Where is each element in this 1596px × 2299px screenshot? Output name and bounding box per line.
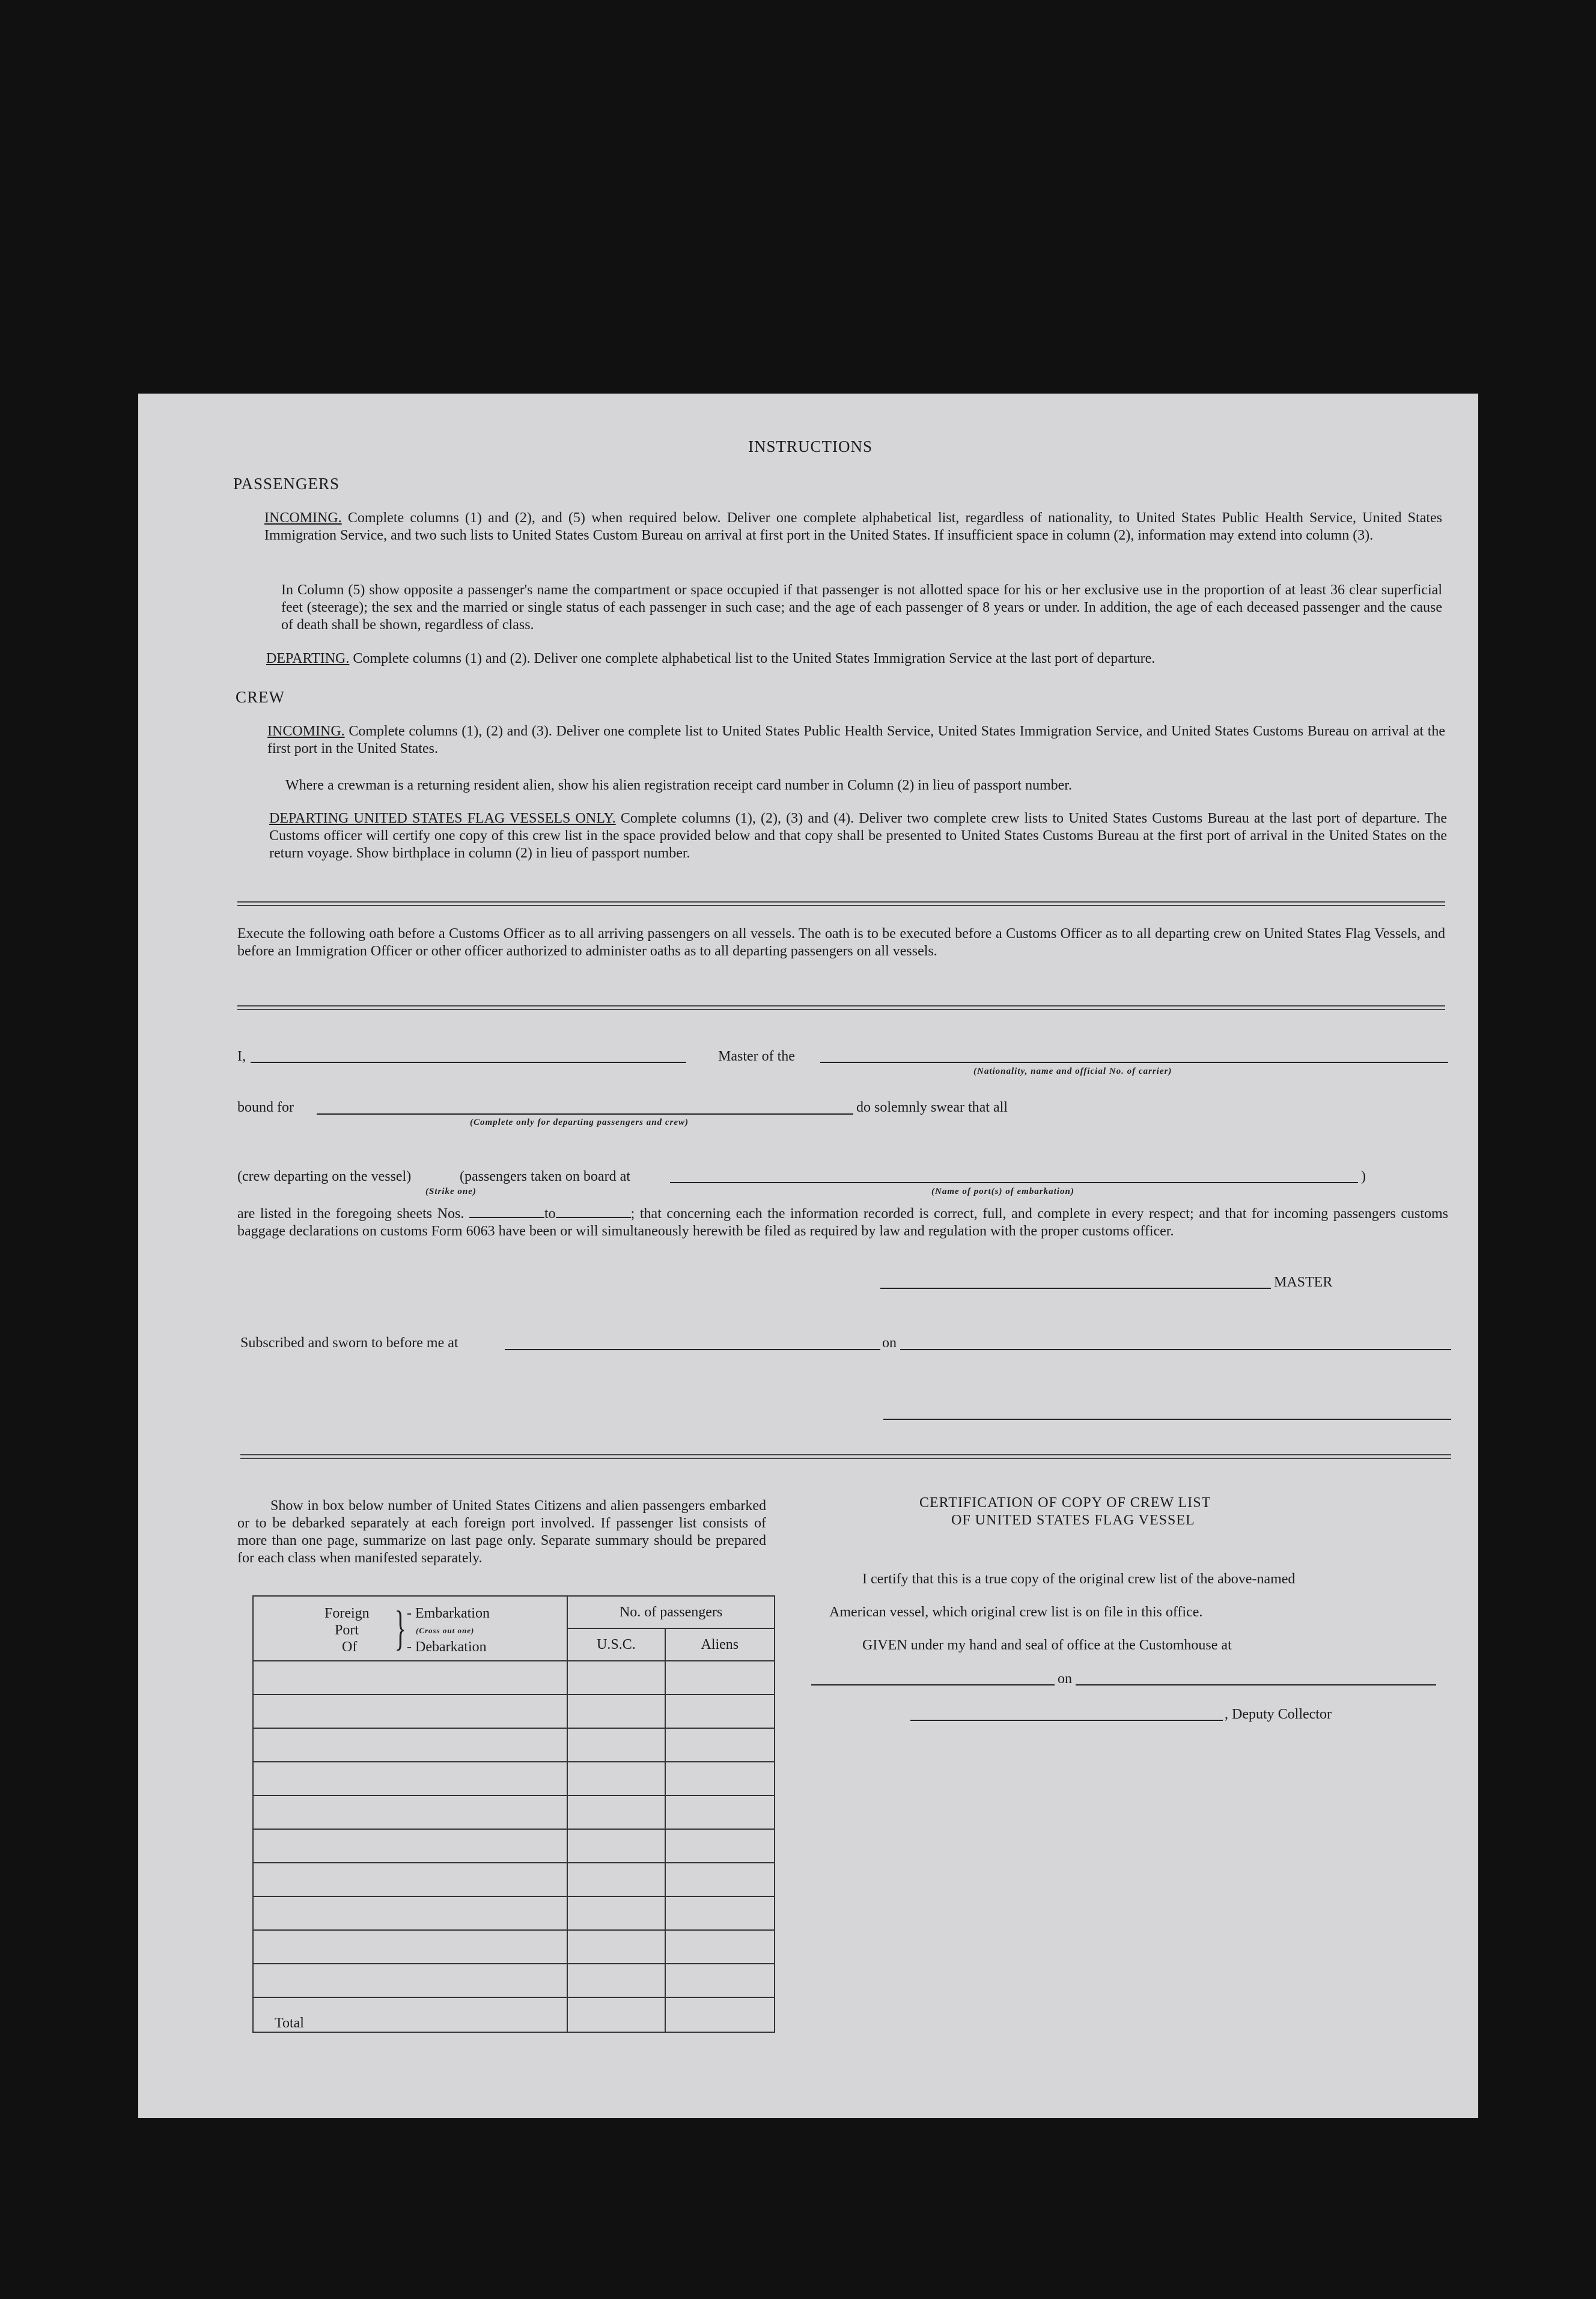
strike-note: (Strike one)	[425, 1187, 477, 1196]
brace-icon: }	[394, 1602, 406, 1655]
divider-3	[240, 1454, 1451, 1459]
certify-text: I certify that this is a true copy of the original crew list of the above-named	[862, 1571, 1296, 1587]
sheet-to-label: to	[544, 1206, 556, 1222]
close-paren: )	[1361, 1169, 1366, 1184]
total-label: Total	[253, 1997, 567, 2032]
table-row[interactable]	[253, 1762, 775, 1795]
total-usc-cell[interactable]	[567, 1997, 665, 2032]
passenger-summary-table	[252, 1595, 775, 2033]
officer-signature-field[interactable]	[883, 1419, 1451, 1420]
listed-prefix: are listed in the foregoing sheets Nos.	[237, 1206, 464, 1222]
summary-header-row	[253, 1596, 775, 1628]
aliens-header: Aliens	[665, 1628, 775, 1661]
port-label: Port	[335, 1622, 359, 1638]
carrier-field[interactable]	[820, 1062, 1448, 1063]
crew-departing-text: Complete columns (1), (2), (3) and (4). Deliver two complete crew lists to United States Customs Bureau at the last port of departure. The Customs officer will certify one copy of this crew list in the space provided below and that copy shall be presented to United States Customs Bureau at the first port of arrival in the United States on the return voyage. Show birthplace in column (2) in lieu of passport number.	[269, 811, 1448, 861]
summary-instructions: Show in box below number of United States Citizens and alien passengers embarked or to be debarked separately at each foreign port involved. If passenger list consists of more than one page, summarize on last page only. Separate summary should be prepared for each class when manifested separately.	[237, 1498, 766, 1566]
passengers-incoming-text: Complete columns (1) and (2), and (5) when required below. Deliver one complete alphabetical list, regardless of nationality, to United States Public Health Service, United States Immigration Service, and two such lists to United States Custom Bureau on arrival at first port in the United States. If insufficient space in column (2), information may extend into column (3).	[264, 510, 1443, 543]
passengers-departing-label: DEPARTING.	[266, 651, 350, 666]
passengers-departing-paragraph	[266, 650, 1444, 668]
sworn-date-field[interactable]	[900, 1349, 1451, 1350]
passengers-incoming-label: INCOMING.	[264, 510, 342, 526]
bound-note: (Complete only for departing passengers and crew)	[470, 1118, 689, 1127]
page-title: INSTRUCTIONS	[748, 437, 873, 455]
master-label: MASTER	[1274, 1274, 1333, 1290]
cross-out-note: (Cross out one)	[416, 1626, 475, 1635]
table-row[interactable]	[253, 1695, 775, 1728]
certification-title-1: CERTIFICATION OF COPY OF CREW LIST	[919, 1495, 1211, 1511]
of-label: Of	[342, 1639, 358, 1655]
table-row[interactable]	[253, 1795, 775, 1829]
sworn-on-label: on	[882, 1335, 897, 1351]
oath-i-label: I,	[237, 1049, 246, 1064]
given-text: GIVEN under my hand and seal of office at the Customhouse at	[862, 1637, 1232, 1653]
table-row[interactable]	[253, 1930, 775, 1964]
deputy-signature-field[interactable]	[910, 1720, 1223, 1721]
sheet-from-field[interactable]	[469, 1205, 544, 1218]
crew-departing-option[interactable]: (crew departing on the vessel)	[237, 1169, 412, 1184]
swear-label: do solemnly swear that all	[856, 1100, 1008, 1115]
foreign-label: Foreign	[324, 1606, 370, 1621]
sheet-to-field[interactable]	[556, 1205, 631, 1218]
subscribed-label: Subscribed and sworn to before me at	[240, 1335, 458, 1351]
carrier-note: (Nationality, name and official No. of carrier)	[973, 1067, 1172, 1076]
master-name-field[interactable]	[251, 1062, 686, 1063]
table-row[interactable]	[253, 1964, 775, 1997]
bound-for-label: bound for	[237, 1100, 294, 1115]
crew-incoming-label: INCOMING.	[267, 723, 345, 739]
passengers-incoming-paragraph	[264, 510, 1442, 544]
customhouse-field[interactable]	[811, 1684, 1055, 1685]
foreign-port-header	[253, 1596, 567, 1661]
master-signature-field[interactable]	[880, 1288, 1271, 1289]
no-of-passengers-header: No. of passengers	[567, 1596, 775, 1628]
crew-departing-paragraph	[269, 810, 1447, 862]
crew-incoming-paragraph	[267, 723, 1445, 758]
certification-title-2: OF UNITED STATES FLAG VESSEL	[951, 1512, 1195, 1528]
divider-1	[237, 901, 1445, 906]
column5-paragraph: In Column (5) show opposite a passenger's name the compartment or space occupied if that passenger is not allotted space for his or her exclusive use in the proportion of at least 36 clear superficial feet (steerage); the sex and the married or single status of each passenger in such case; and the age of each passenger of 8 years or under. In addition, the age of each deceased passenger and the cause of death shall be shown, regardless of class.	[281, 582, 1442, 633]
table-row[interactable]	[253, 1661, 775, 1695]
usc-header: U.S.C.	[567, 1628, 665, 1661]
american-text: American vessel, which original crew list is on file in this office.	[829, 1604, 1203, 1620]
crew-incoming-text: Complete columns (1), (2) and (3). Deliver one complete list to United States Public Health Service, United States Immigration Service, and United States Customs Bureau on arrival at the first port in the United States.	[267, 723, 1446, 757]
bound-for-field[interactable]	[317, 1113, 853, 1115]
table-row[interactable]	[253, 1829, 775, 1863]
embarkation-label[interactable]: - Embarkation	[407, 1606, 490, 1621]
listed-suffix: ; that concerning each the information recorded is correct, full, and complete in every respect; and that for incoming passengers customs baggage declarations on customs Form 6063 have been or will simultaneously herewith be filed as required by law and regulation with the proper customs officer.	[237, 1206, 1448, 1239]
crew-departing-label: DEPARTING UNITED STATES FLAG VESSELS ONLY.	[269, 811, 616, 826]
crew-resident-paragraph: Where a crewman is a returning resident alien, show his alien registration receipt card number in Column (2) in lieu of passport number.	[285, 778, 1072, 793]
oath-instructions: Execute the following oath before a Customs Officer as to all arriving passengers on all vessels. The oath is to be executed before a Customs Officer as to all departing crew on United States Flag Vessels, and before an Immigration Officer or other officer authorized to administer oaths as to all departing passengers on all vessels.	[237, 926, 1445, 959]
certification-on-label: on	[1058, 1671, 1072, 1687]
passengers-taken-option[interactable]: (passengers taken on board at	[460, 1169, 630, 1184]
ports-note: (Name of port(s) of embarkation)	[931, 1187, 1074, 1196]
certification-date-field[interactable]	[1076, 1684, 1436, 1685]
summary-total-row	[253, 1997, 775, 2032]
embarkation-ports-field[interactable]	[670, 1182, 1358, 1183]
deputy-collector-label: , Deputy Collector	[1225, 1707, 1332, 1722]
table-row[interactable]	[253, 1896, 775, 1930]
passengers-heading: PASSENGERS	[233, 475, 340, 493]
listed-paragraph	[237, 1205, 1448, 1240]
form-page	[138, 394, 1478, 2118]
sworn-place-field[interactable]	[505, 1349, 880, 1350]
passengers-departing-text: Complete columns (1) and (2). Deliver one complete alphabetical list to the United States Immigration Service at the last port of departure.	[353, 651, 1156, 666]
master-of-label: Master of the	[718, 1049, 795, 1064]
debarkation-label[interactable]: - Debarkation	[407, 1639, 487, 1655]
table-row[interactable]	[253, 1863, 775, 1896]
crew-heading: CREW	[236, 688, 285, 706]
divider-2	[237, 1005, 1445, 1010]
table-row[interactable]	[253, 1728, 775, 1762]
total-aliens-cell[interactable]	[665, 1997, 775, 2032]
